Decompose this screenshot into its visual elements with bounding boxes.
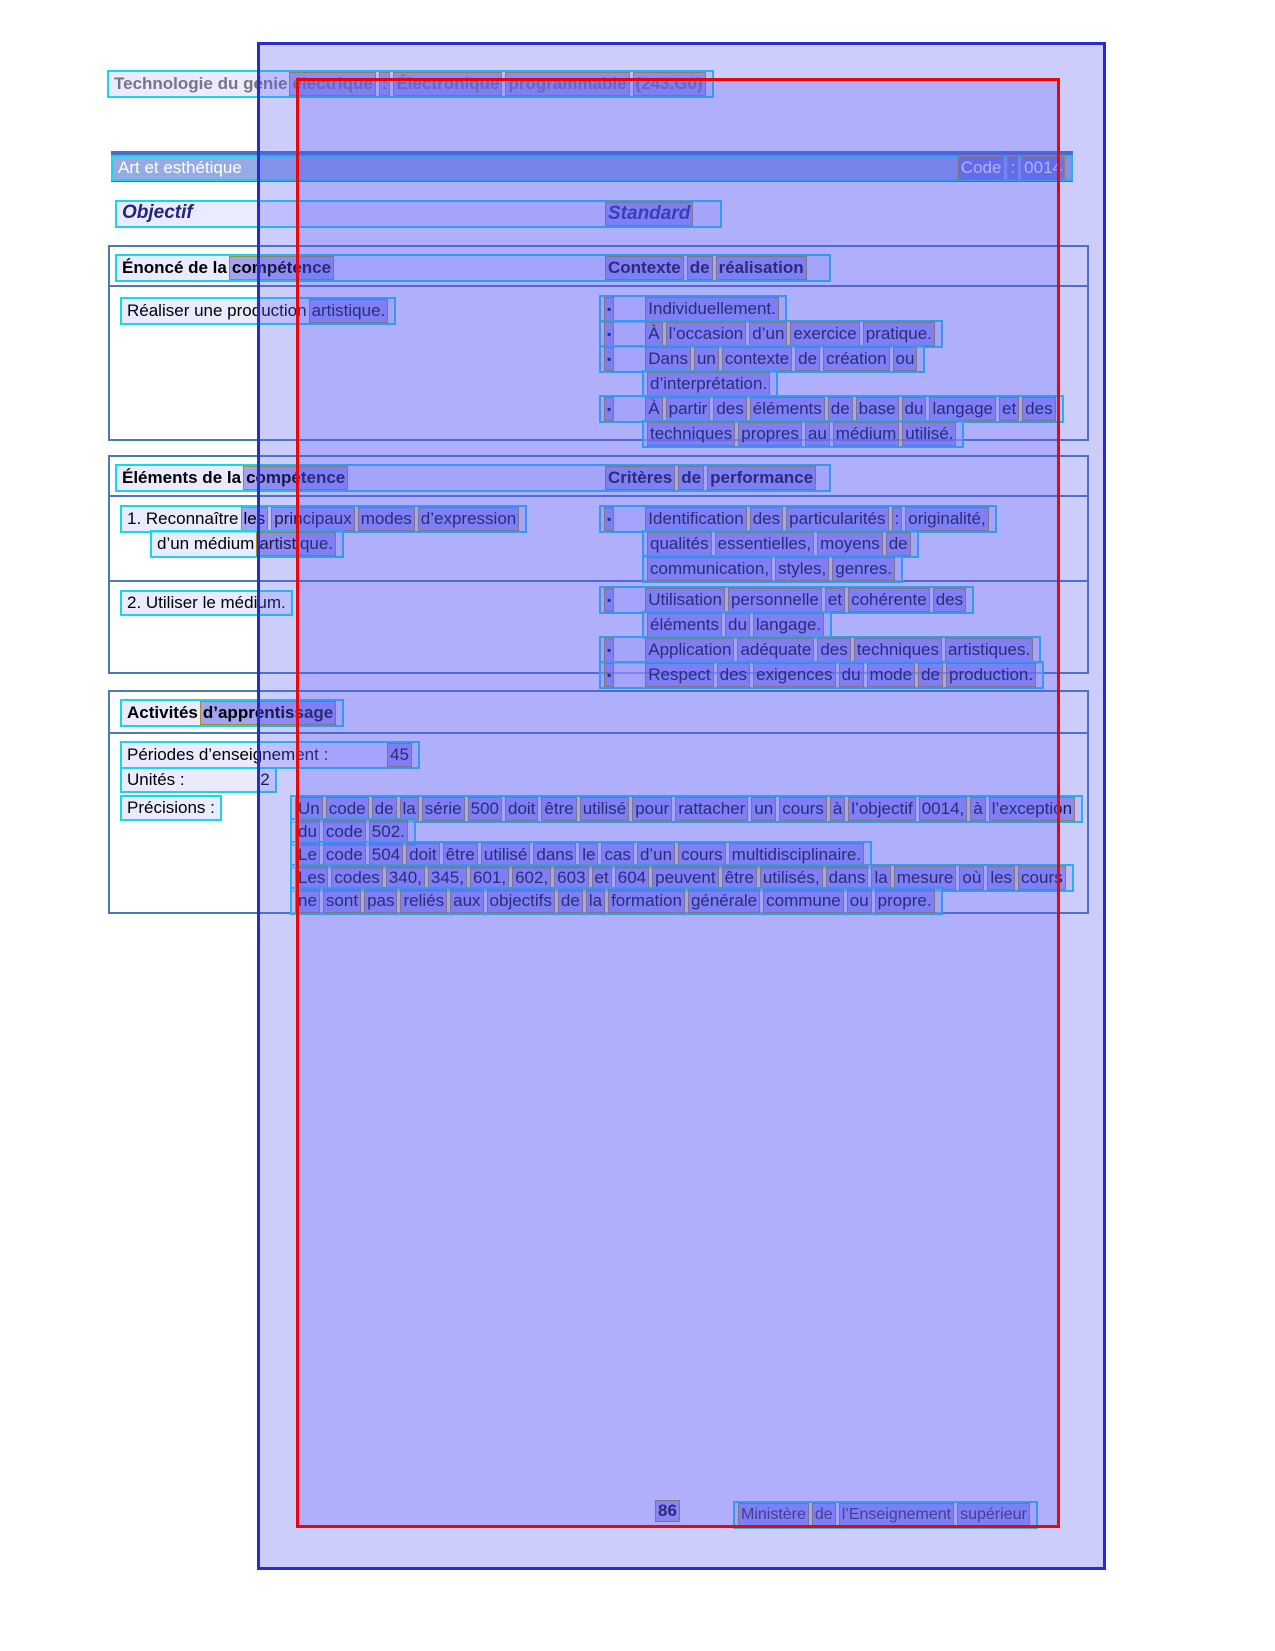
ocr-word-box: 340, [386, 866, 425, 890]
ocr-word-box: formation [608, 889, 685, 913]
bullet-icon: ▪ [604, 663, 614, 687]
ocr-word-box: de [558, 889, 583, 913]
ocr-word-box: supérieur [957, 1503, 1030, 1527]
table-elements-criteres [108, 455, 1089, 684]
ocr-word-box: rattacher [675, 797, 748, 821]
ocr-word-box: modes [358, 507, 415, 531]
ocr-plain-text: Énoncé de la [122, 258, 227, 277]
ocr-word-box: à [830, 797, 845, 821]
ocr-word-box: 345, [428, 866, 467, 890]
ocr-word-box: de [795, 347, 820, 371]
list-line [290, 841, 1147, 864]
table2-header-right [605, 466, 819, 490]
list-line [599, 395, 1079, 420]
ocr-word-box: du [295, 820, 320, 844]
contexte-list [599, 295, 1079, 445]
ocr-word-box: d’interprétation. [647, 372, 770, 396]
list-line [599, 661, 1079, 686]
ocr-word-box: la [586, 889, 605, 913]
ocr-word-box: utilisé [481, 843, 530, 867]
ocr-line-box [642, 555, 903, 583]
ocr-word-box: 502. [369, 820, 408, 844]
list-line [599, 295, 1079, 320]
ocr-word-box: des [933, 588, 966, 612]
ocr-word-box: Standard [605, 202, 693, 226]
criteres-1-list [599, 505, 1079, 580]
ocr-word-box: langage [929, 397, 996, 421]
ocr-line-box [599, 636, 1041, 664]
ocr-word-box: de [372, 797, 397, 821]
program-header-line [107, 70, 714, 98]
ocr-word-box: être [722, 866, 757, 890]
list-line [290, 864, 1147, 887]
program-header [107, 70, 714, 98]
ocr-word-box: utilisé. [902, 422, 956, 446]
ocr-word-box: l’objectif [848, 797, 915, 821]
ocr-word-box: codes [331, 866, 382, 890]
discipline-title [116, 157, 244, 179]
ocr-line-box [642, 611, 832, 639]
ocr-word-box: doit [505, 797, 538, 821]
ocr-word-box: mode [867, 663, 916, 687]
ocr-word-box: cohérente [848, 588, 930, 612]
ocr-word-box: 500 [468, 797, 502, 821]
ocr-word-box: aux [450, 889, 483, 913]
ocr-word-box: au [805, 422, 830, 446]
table-enonce-contexte [108, 245, 1089, 441]
ocr-line-box [599, 320, 943, 348]
ocr-word-box: les [241, 507, 269, 531]
page-number [655, 1500, 683, 1522]
ocr-word-box: adéquate [737, 638, 814, 662]
ocr-word-box: électrique [289, 72, 375, 96]
table2-row-1 [110, 497, 1087, 582]
list-line [642, 420, 1079, 445]
ocr-word-box: exercice [790, 322, 859, 346]
ocr-word-box: un [694, 347, 719, 371]
bullet-icon: ▪ [604, 588, 614, 612]
element-1-line-2 [150, 530, 527, 555]
ocr-plain-text: 1. Reconnaître [127, 509, 239, 528]
ocr-word-box: Les [295, 866, 328, 890]
precisions-paragraph [247, 795, 1147, 910]
ministry-linebox [733, 1501, 1038, 1529]
ocr-plain-text: d’un médium [157, 534, 255, 553]
ocr-word-box: 604 [615, 866, 649, 890]
ocr-word-box: Un [295, 797, 323, 821]
ocr-word-box: propres [738, 422, 802, 446]
table-activites [108, 690, 1089, 914]
ocr-word-box: l’Enseignement [839, 1503, 954, 1527]
ocr-word-box: la [400, 797, 419, 821]
ocr-word-box: programmable [505, 72, 629, 96]
ocr-word-box: communication, [647, 557, 772, 581]
ocr-word-box: utilisé [580, 797, 629, 821]
ocr-word-box: 45 [387, 743, 412, 767]
ocr-word-box: partir [666, 397, 711, 421]
ocr-word-box: performance [707, 466, 816, 490]
ocr-word-box: à [970, 797, 985, 821]
ocr-word-box: compétence [243, 466, 348, 490]
element-1-cell [120, 505, 527, 555]
ocr-word-box: cas [601, 843, 633, 867]
ocr-word-box: utilisés, [760, 866, 823, 890]
list-line [642, 611, 1079, 636]
ocr-word-box: et [592, 866, 612, 890]
ocr-word-box: dans [826, 866, 869, 890]
ocr-plain-text: Réaliser une production [127, 301, 307, 320]
ocr-word-box: du [902, 397, 927, 421]
ocr-word-box: et [999, 397, 1019, 421]
ocr-word-box: de [812, 1503, 836, 1527]
ocr-word-box: Code [958, 156, 1005, 180]
ocr-word-box: À [645, 322, 662, 346]
list-line [290, 795, 1147, 818]
ocr-word-box: ou [893, 347, 918, 371]
ocr-word-box: À [645, 397, 662, 421]
bullet-icon: ▪ [604, 397, 614, 421]
ocr-word-box: principaux [271, 507, 355, 531]
ocr-word-box: commune [763, 889, 844, 913]
ocr-word-box: les [987, 866, 1015, 890]
table1-header-left [120, 258, 337, 277]
element-2-line-1 [120, 590, 293, 615]
list-line [642, 530, 1079, 555]
activites-divider [110, 732, 1087, 734]
bullet-icon: ▪ [604, 507, 614, 531]
ocr-word-box: mesure [894, 866, 957, 890]
ocr-word-box: base [856, 397, 899, 421]
ocr-word-box: Application [645, 638, 734, 662]
ocr-word-box: de [886, 532, 911, 556]
ocr-word-box: éléments [750, 397, 825, 421]
list-line [599, 345, 1079, 370]
ocr-word-box: Contexte [605, 256, 684, 280]
ocr-word-box: dans [533, 843, 576, 867]
ocr-word-box: Individuellement. [645, 297, 779, 321]
periods-row [120, 741, 420, 769]
ocr-plain-text: Art et esthétique [118, 158, 242, 177]
ocr-word-box: qualités [647, 532, 712, 556]
list-line [642, 555, 1079, 580]
ocr-word-box: d’apprentissage [200, 701, 336, 725]
ocr-word-box: reliés [400, 889, 447, 913]
ocr-word-box: genres. [832, 557, 895, 581]
ocr-word-box: 601, [470, 866, 509, 890]
ocr-word-box: exigences [753, 663, 836, 687]
ocr-word-box: : [1007, 156, 1018, 180]
unites-row [120, 767, 277, 793]
ocr-plain-text: Technologie du génie [114, 74, 288, 93]
ocr-word-box: Identification [645, 507, 746, 531]
ocr-word-box: de [828, 397, 853, 421]
ocr-line-box [599, 505, 997, 533]
ocr-line-box [599, 345, 925, 373]
ocr-word-box: 0014 [1021, 156, 1065, 180]
ocr-word-box: de [678, 466, 704, 490]
element-1-line-1 [120, 505, 527, 530]
ocr-word-box: sont [323, 889, 361, 913]
list-line [599, 320, 1079, 345]
ocr-plain-text: Périodes d’enseignement : [127, 745, 385, 764]
ocr-word-box: 0014, [919, 797, 968, 821]
discipline-band-linebox [111, 155, 1073, 181]
objectif-label [120, 202, 195, 223]
ocr-line-box [599, 295, 787, 323]
ocr-word-box: le [579, 843, 598, 867]
table2-row-2 [110, 582, 1087, 684]
ocr-line-box [642, 420, 964, 448]
activites-title [120, 699, 344, 727]
ocr-word-box: artistique. [309, 299, 389, 323]
criteres-2-list [599, 586, 1079, 686]
precisions-label [120, 795, 222, 821]
ocr-word-box: personnelle [728, 588, 822, 612]
precisions-label-row [120, 795, 222, 821]
ocr-word-box: ne [295, 889, 320, 913]
ocr-word-box: techniques [647, 422, 735, 446]
ocr-word-box: des [717, 663, 750, 687]
ocr-word-box: moyens [817, 532, 883, 556]
ocr-word-box: 86 [655, 1500, 680, 1522]
ocr-word-box: techniques [854, 638, 942, 662]
list-line [599, 636, 1079, 661]
ocr-plain-text: Précisions : [127, 798, 215, 817]
ocr-word-box: artistique. [256, 532, 336, 556]
ocr-word-box: médium [833, 422, 899, 446]
standard-label [605, 202, 696, 226]
table2-header-linebox [115, 464, 831, 492]
list-line [599, 586, 1079, 611]
ocr-word-box: d’un [637, 843, 675, 867]
periods-line [120, 741, 420, 769]
bullet-icon: ▪ [604, 347, 614, 371]
ocr-word-box: : [892, 507, 903, 531]
ocr-word-box: essentielles, [715, 532, 815, 556]
objectif-standard-row [115, 200, 722, 228]
table2-header-row [110, 457, 1087, 497]
ocr-word-box: de [687, 256, 713, 280]
ocr-word-box: Utilisation [645, 588, 725, 612]
ocr-word-box: pour [632, 797, 672, 821]
ocr-line-box [599, 661, 1044, 689]
ocr-word-box: cours [779, 797, 827, 821]
ocr-word-box: création [823, 347, 889, 371]
element-2-cell [120, 590, 293, 615]
ocr-word-box: réalisation [716, 256, 807, 280]
ocr-word-box: 602, [512, 866, 551, 890]
activites-title-row [120, 699, 344, 727]
ocr-word-box: production. [946, 663, 1036, 687]
bullet-icon: ▪ [604, 297, 614, 321]
ocr-word-box: propre. [875, 889, 935, 913]
objective-code [958, 156, 1068, 180]
ocr-word-box: du [725, 613, 750, 637]
ocr-plain-text: Éléments de la [122, 468, 242, 487]
ocr-line-box [599, 586, 974, 614]
ocr-word-box: un [751, 797, 776, 821]
table2-header-left [120, 468, 351, 487]
ocr-word-box: des [817, 638, 850, 662]
competence-cell [120, 297, 396, 325]
table1-header-right [605, 256, 810, 280]
ocr-word-box: contexte [722, 347, 792, 371]
element-1-text-2 [150, 530, 344, 558]
ocr-word-box: code [326, 797, 369, 821]
ocr-word-box: être [541, 797, 576, 821]
ocr-word-box: Le [295, 843, 320, 867]
ocr-word-box: et [825, 588, 845, 612]
list-line [642, 370, 1079, 395]
ocr-word-box: multidisciplinaire. [729, 843, 864, 867]
ocr-word-box: cours [1018, 866, 1066, 890]
ocr-word-box: série [422, 797, 465, 821]
ocr-word-box: des [713, 397, 746, 421]
ocr-word-box: 603 [554, 866, 588, 890]
ocr-word-box: pratique. [863, 322, 935, 346]
list-line [599, 505, 1079, 530]
ocr-word-box: : [379, 72, 391, 96]
ocr-word-box: compétence [229, 256, 334, 280]
ocr-plain-text: 2. Utiliser le médium. [127, 593, 286, 612]
element-2-text-1 [120, 590, 293, 616]
page-footer [0, 1500, 1275, 1526]
ministry-name [733, 1501, 1038, 1529]
ocr-word-box: peuvent [652, 866, 719, 890]
ocr-word-box: de [918, 663, 943, 687]
ocr-plain-text: Objectif [122, 202, 193, 223]
ocr-word-box: des [1022, 397, 1055, 421]
ocr-word-box: d’expression [418, 507, 519, 531]
ocr-word-box: originalité, [905, 507, 989, 531]
ocr-word-box: Critères [605, 466, 675, 490]
ocr-word-box: doit [406, 843, 439, 867]
ocr-word-box: l’occasion [666, 322, 747, 346]
table1-header-linebox [115, 254, 831, 282]
ocr-word-box: Respect [645, 663, 713, 687]
ocr-word-box: du [839, 663, 864, 687]
ocr-word-box: générale [688, 889, 760, 913]
ocr-word-box: cours [678, 843, 726, 867]
ocr-word-box: être [443, 843, 478, 867]
ocr-plain-text: Activités [127, 703, 198, 722]
ocr-word-box: langage. [753, 613, 824, 637]
ocr-line-box [642, 370, 778, 398]
ocr-word-box: artistiques. [945, 638, 1033, 662]
ocr-line-box [290, 887, 943, 915]
ocr-word-box: code [323, 820, 366, 844]
ocr-word-box: code [323, 843, 366, 867]
ocr-word-box: ou [847, 889, 872, 913]
unites-line [120, 767, 277, 793]
ocr-word-box: objectifs [487, 889, 555, 913]
ocr-word-box: 504 [369, 843, 403, 867]
discipline-band [111, 151, 1073, 182]
ocr-word-box: éléments [647, 613, 722, 637]
ocr-word-box: pas [364, 889, 397, 913]
ocr-line-box [599, 395, 1064, 423]
ocr-word-box: Dans [645, 347, 691, 371]
bullet-icon: ▪ [604, 322, 614, 346]
ocr-plain-text: Unités : 2 [127, 770, 270, 789]
ocr-word-box: styles, [775, 557, 829, 581]
ocr-word-box: des [750, 507, 783, 531]
ocr-word-box: Ministère [738, 1503, 809, 1527]
ocr-word-box: Électronique [393, 72, 502, 96]
ocr-word-box: l’exception [989, 797, 1075, 821]
element-1-text-1 [120, 505, 527, 533]
ocr-word-box: d’un [749, 322, 787, 346]
ocr-word-box: (243.G0) [633, 72, 706, 96]
bullet-icon: ▪ [604, 638, 614, 662]
ocr-word-box: la [871, 866, 890, 890]
competence-statement [120, 297, 396, 325]
ocr-word-box: où [959, 866, 984, 890]
ocr-line-box [642, 530, 919, 558]
table1-header-row [110, 247, 1087, 287]
ocr-word-box: particularités [786, 507, 888, 531]
